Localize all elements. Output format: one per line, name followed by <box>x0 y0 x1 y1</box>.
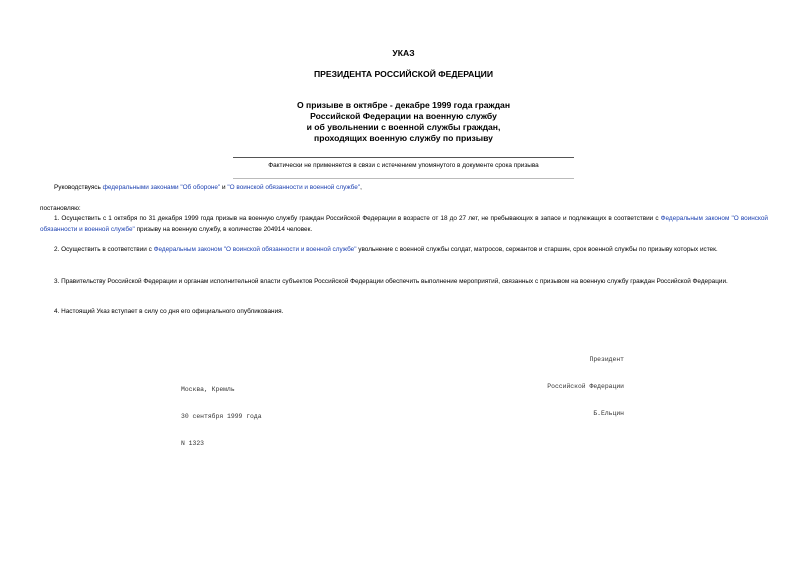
subject-line: Российской Федерации на военную службу <box>310 111 497 121</box>
place: Москва, Кремль <box>181 386 235 393</box>
link-law-defense[interactable]: федеральными законами "Об обороне" <box>102 184 221 191</box>
item-1-paragraph <box>40 214 768 235</box>
doc-authority: ПРЕЗИДЕНТА РОССИЙСКОЙ ФЕДЕРАЦИИ <box>313 69 494 79</box>
preamble-paragraph <box>40 183 768 194</box>
item-2-text-b: увольнение с военной службы солдат, матросов, сержантов и старшин, срок военной службы по призыву которых истек. <box>356 246 718 253</box>
subject-line: О призыве в октябре - декабре 1999 года граждан <box>296 100 511 110</box>
item-2-text-a: 2. Осуществить в соответствии с <box>54 246 154 253</box>
signature-block <box>480 337 624 436</box>
status-note: Фактически не применяется в связи с истечением упомянутого в документе срока призыва <box>268 162 539 169</box>
item-1-text-b: призыву на военную службу, в количестве 204914 человек. <box>134 225 313 233</box>
doc-title: УКАЗ <box>392 48 415 58</box>
preamble-tail: , <box>360 184 362 191</box>
subject-line: проходящих военную службу по призыву <box>314 133 493 143</box>
date: 30 сентября 1999 года <box>181 413 262 420</box>
preamble-mid: и <box>220 184 228 191</box>
link-law-military-duty[interactable]: "О воинской обязанности и военной службе" <box>227 184 361 191</box>
item-3-paragraph: 3. Правительству Российской Федерации и органам исполнительной власти субъектов Российской Федерации обеспечить выполнение мероприятий, связанных с призывом на военную службу граждан Российской Федерации. <box>54 278 728 285</box>
doc-number: N 1323 <box>181 440 205 447</box>
signature-country: Российской Федерации <box>547 383 624 390</box>
item-1-text-a: 1. Осуществить с 1 октября по 31 декабря 1999 года призыв на военную службу граждан Российской Федерации в возрасте от 18 до 27 лет, не пребывающих в запасе и подлежащих в соответствии с <box>54 215 661 222</box>
decree-word: постановляю: <box>40 205 81 212</box>
note-top-divider <box>233 157 574 158</box>
doc-subject <box>0 100 807 144</box>
place-date-block <box>181 367 262 466</box>
link-law-military-duty-item2[interactable]: Федеральным законом "О воинской обязанности и военной службе" <box>153 246 357 253</box>
preamble-lead: Руководствуясь <box>54 184 103 191</box>
item-4-paragraph: 4. Настоящий Указ вступает в силу со дня его официального опубликования. <box>54 308 284 315</box>
signature-name: Б.Ельцин <box>593 410 624 417</box>
signature-title: Президент <box>589 356 624 363</box>
item-2-paragraph <box>40 245 768 256</box>
subject-line: и об увольнении с военной службы граждан, <box>306 122 501 132</box>
link-law-military-duty-item1[interactable]: Федеральным законом "О воинской обязанности и военной службе" <box>40 215 768 233</box>
note-bottom-divider <box>233 178 574 179</box>
